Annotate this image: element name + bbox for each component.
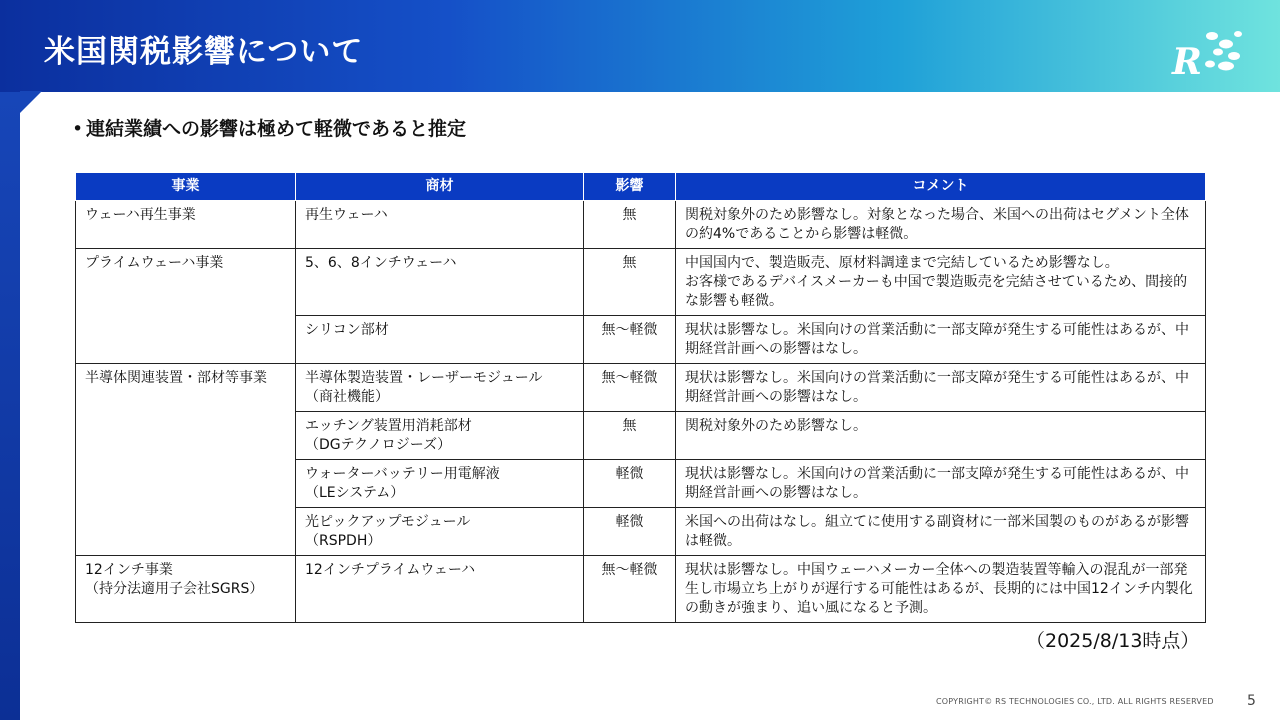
page-title: 米国関税影響について [44, 34, 364, 70]
comment-cell: 中国国内で、製造販売、原材料調達まで完結しているため影響なし。 お客様であるデバイスメーカーも中国で製造販売を完結させているため、間接的な影響も軽微。 [676, 249, 1206, 316]
corner-accent [20, 91, 42, 113]
copyright-notice: COPYRIGHT© RS TECHNOLOGIES CO., LTD. ALL RIGHTS RESERVED [936, 697, 1214, 706]
tariff-impact-table [75, 172, 1206, 623]
impact-cell: 軽微 [584, 508, 676, 556]
table-row [76, 201, 1206, 249]
header-product: 商材 [296, 173, 584, 201]
table-row [76, 249, 1206, 316]
comment-cell: 現状は影響なし。米国向けの営業活動に一部支障が発生する可能性はあるが、中期経営計画への影響はなし。 [676, 460, 1206, 508]
product-cell: エッチング装置用消耗部材 （DGテクノロジーズ） [296, 412, 584, 460]
comment-cell: 現状は影響なし。米国向けの営業活動に一部支障が発生する可能性はあるが、中期経営計画への影響はなし。 [676, 364, 1206, 412]
table-header-row [76, 173, 1206, 201]
impact-cell: 無～軽微 [584, 316, 676, 364]
product-cell: 半導体製造装置・レーザーモジュール （商社機能） [296, 364, 584, 412]
product-cell: 12インチプライムウェーハ [296, 556, 584, 623]
product-cell: ウォーターバッテリー用電解液 （LEシステム） [296, 460, 584, 508]
header-comment: コメント [676, 173, 1206, 201]
impact-cell: 無～軽微 [584, 556, 676, 623]
summary-point [72, 116, 466, 142]
table-row [76, 556, 1206, 623]
impact-cell: 無 [584, 249, 676, 316]
comment-cell: 関税対象外のため影響なし。対象となった場合、米国への出荷はセグメント全体の約4%であることから影響は軽微。 [676, 201, 1206, 249]
impact-cell: 無～軽微 [584, 364, 676, 412]
header-business: 事業 [76, 173, 296, 201]
business-cell: ウェーハ再生事業 [76, 201, 296, 249]
company-logo [1168, 22, 1248, 82]
product-cell: 光ピックアップモジュール （RSPDH） [296, 508, 584, 556]
comment-cell: 米国への出荷はなし。組立てに使用する副資材に一部米国製のものがあるが影響は軽微。 [676, 508, 1206, 556]
business-cell: 半導体関連装置・部材等事業 [76, 364, 296, 556]
business-cell: 12インチ事業 （持分法適用子会社SGRS） [76, 556, 296, 623]
business-cell: プライムウェーハ事業 [76, 249, 296, 364]
summary-text: 連結業績への影響は極めて軽微であると推定 [86, 118, 467, 140]
comment-cell: 現状は影響なし。中国ウェーハメーカー全体への製造装置等輸入の混乱が一部発生し市場立ち上がりが遅行する可能性はあるが、長期的には中国12インチ内製化の動きが強まり、追い風になると予測。 [676, 556, 1206, 623]
impact-cell: 無 [584, 412, 676, 460]
bullet-icon: • [72, 118, 84, 140]
logo-letter: R [1172, 41, 1202, 82]
impact-cell: 無 [584, 201, 676, 249]
as-of-date: （2025/8/13時点） [1026, 630, 1200, 652]
product-cell: シリコン部材 [296, 316, 584, 364]
table-row [76, 364, 1206, 412]
comment-cell: 関税対象外のため影響なし。 [676, 412, 1206, 460]
product-cell: 再生ウェーハ [296, 201, 584, 249]
header-impact: 影響 [584, 173, 676, 201]
comment-cell: 現状は影響なし。米国向けの営業活動に一部支障が発生する可能性はあるが、中期経営計画への影響はなし。 [676, 316, 1206, 364]
page-number: 5 [1247, 693, 1256, 709]
impact-cell: 軽微 [584, 460, 676, 508]
left-accent-band [0, 92, 20, 720]
product-cell: 5、6、8インチウェーハ [296, 249, 584, 316]
